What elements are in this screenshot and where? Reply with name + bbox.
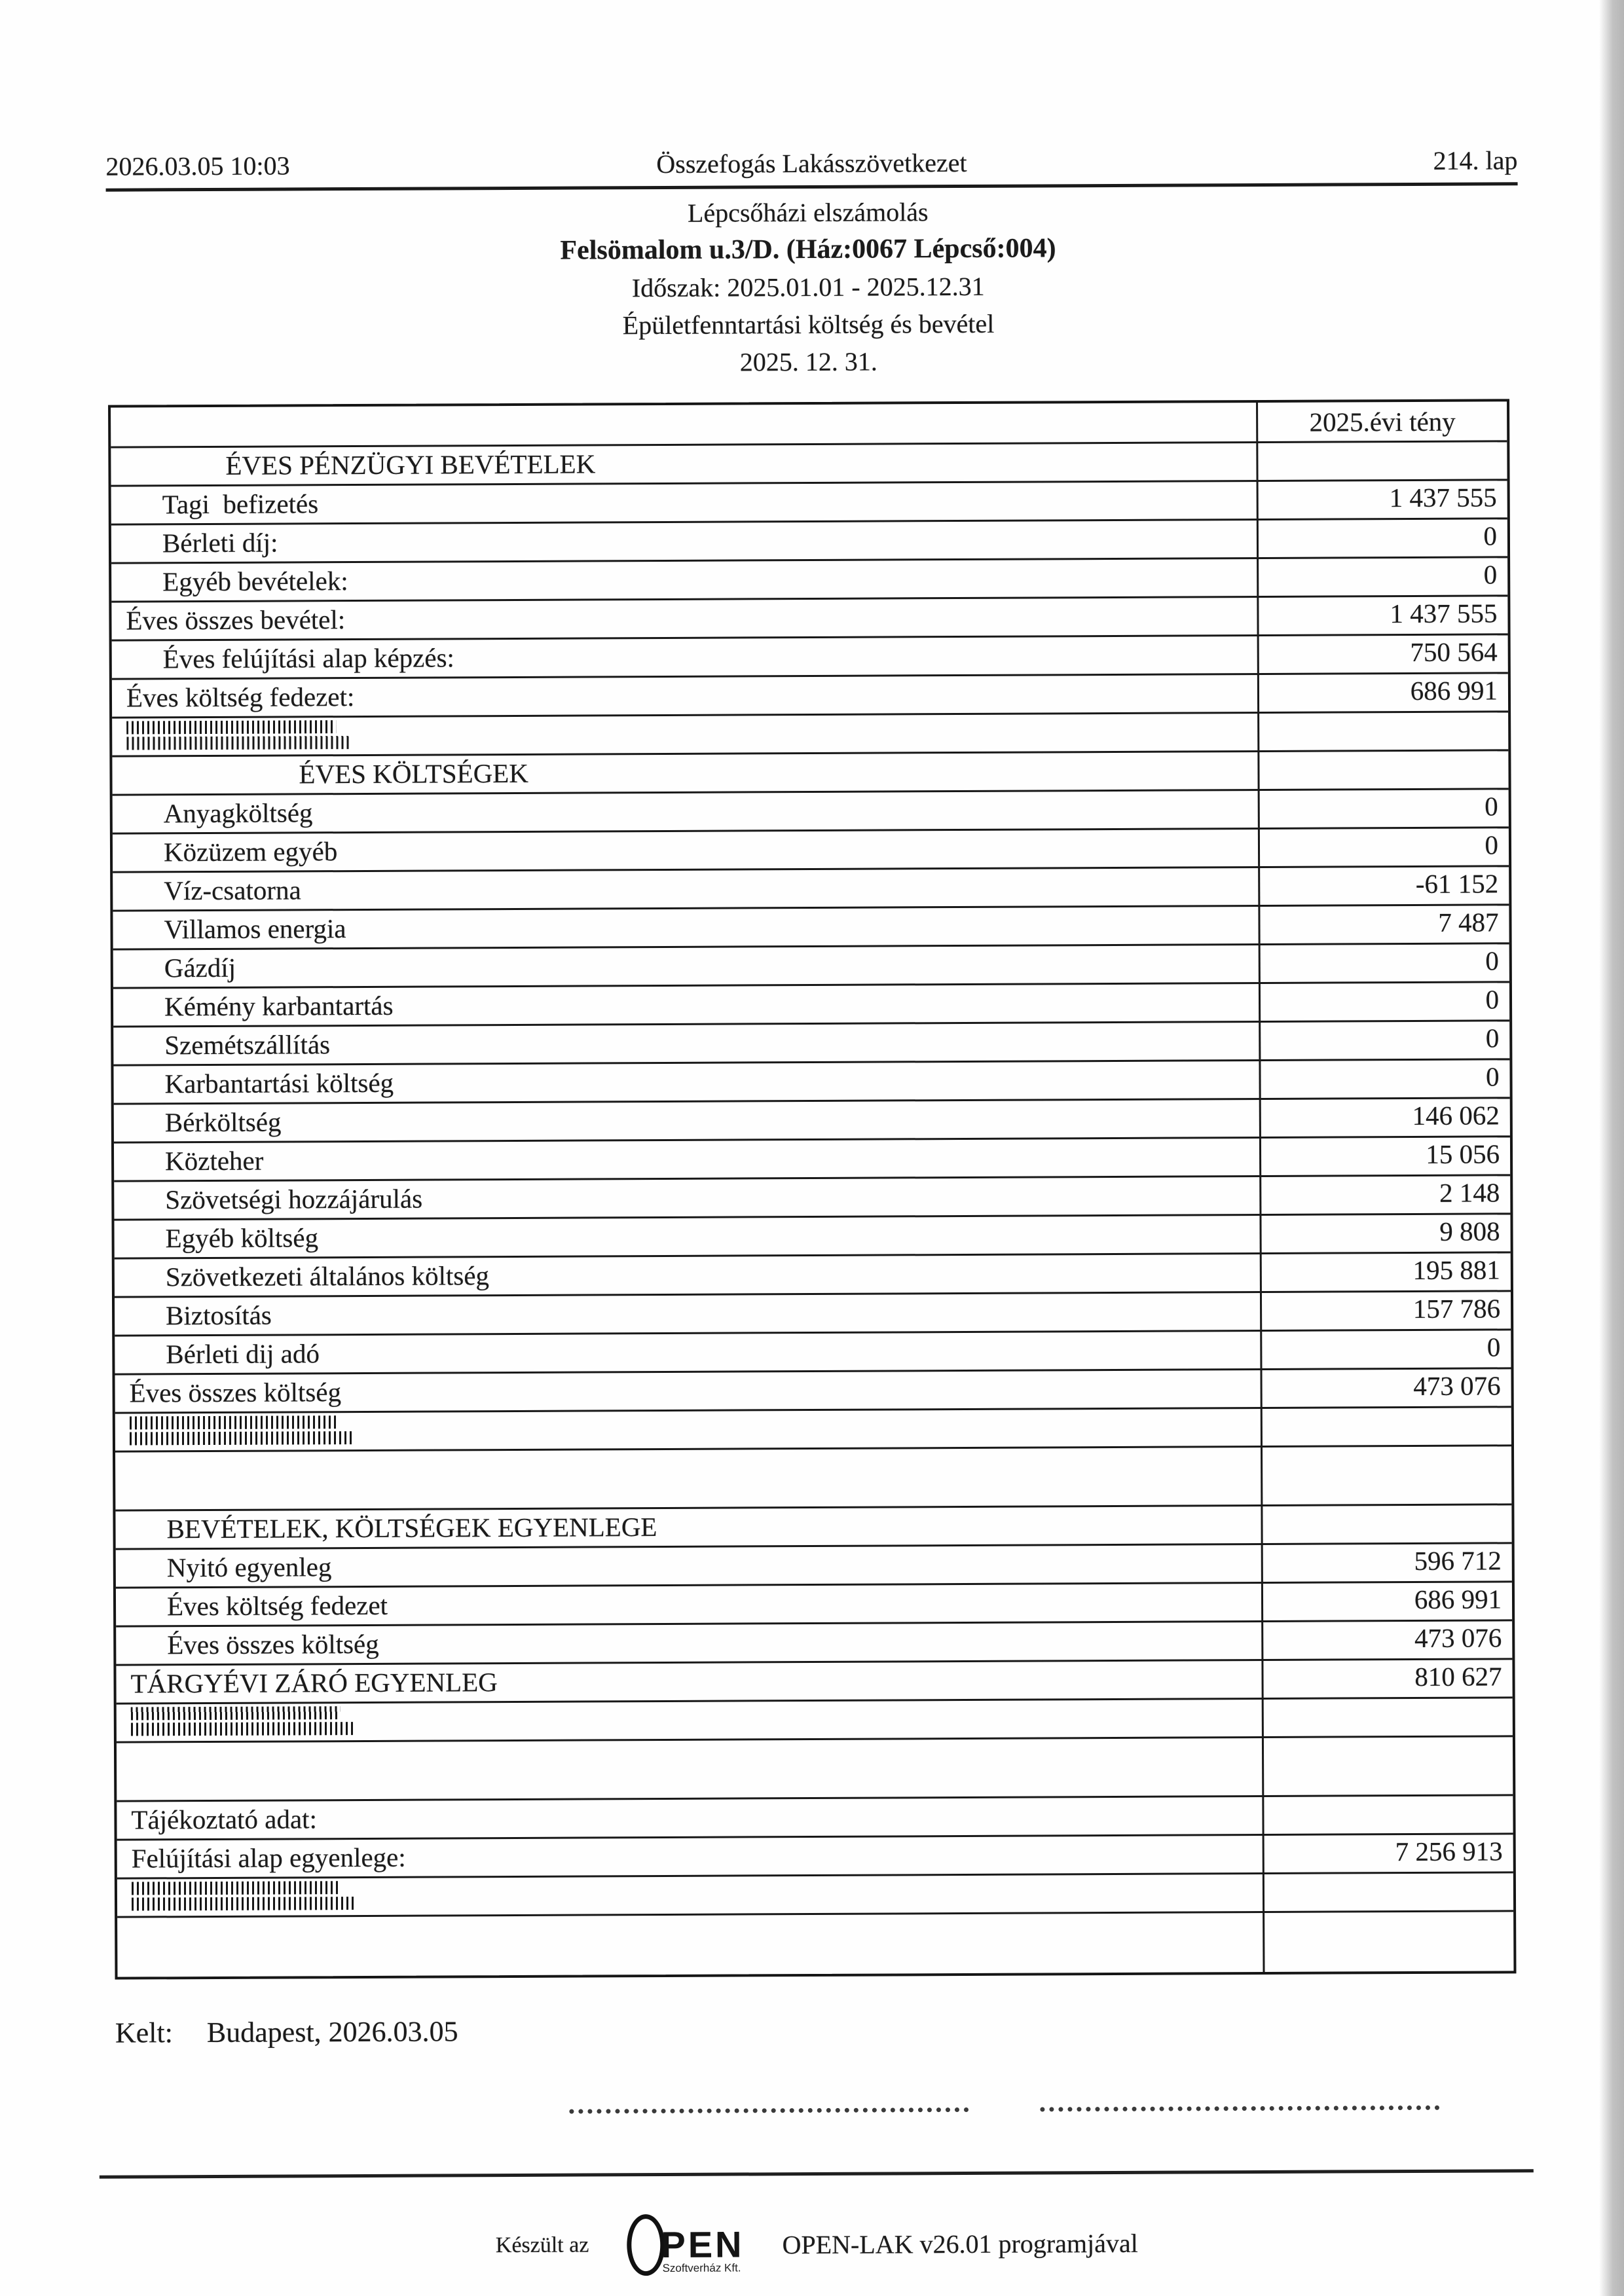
row-value: 7 256 913 [1263, 1834, 1513, 1872]
open-logo-o-ellipse-icon [627, 2214, 665, 2276]
open-logo-subtext: Szoftverház Kft. [662, 2261, 741, 2275]
row-value: 0 [1259, 983, 1509, 1021]
row-value [1261, 1505, 1511, 1543]
barcode-strip [131, 1706, 341, 1720]
row-label: Villamos energia [164, 913, 346, 945]
row-value: 473 076 [1260, 1369, 1511, 1407]
organization-name: Összefogás Lakásszövetkezet [656, 147, 967, 179]
row-label: TÁRGYÉVI ZÁRÓ EGYENLEG [130, 1667, 498, 1699]
row-label: Szövetkezeti általános költség [165, 1260, 490, 1292]
row-value: 2 148 [1259, 1176, 1510, 1214]
row-value: 0 [1259, 944, 1509, 982]
row-label: ÉVES PÉNZÜGYI BEVÉTELEK [225, 448, 596, 481]
row-value: 195 881 [1260, 1253, 1511, 1291]
row-value [1263, 1912, 1513, 1972]
row-value: 0 [1258, 790, 1509, 828]
table-row-item [115, 1369, 1511, 1413]
report-subtitle: Épületfenntartási költség és bevétel [622, 308, 995, 340]
row-value [1262, 1698, 1513, 1736]
row-label [115, 1409, 1261, 1451]
row-value: -61 152 [1258, 867, 1509, 905]
row-label [117, 1700, 1262, 1741]
row-label: Tagi befizetés [162, 488, 319, 520]
barcode-hatch-icon [117, 1706, 354, 1736]
open-logo [627, 2205, 745, 2284]
table-row-item [113, 867, 1509, 911]
table-row-item [111, 558, 1507, 602]
row-value [1257, 751, 1508, 789]
table-row-empty [117, 1737, 1513, 1802]
period-line: Időszak: 2025.01.01 - 2025.12.31 [631, 271, 985, 303]
barcode-hatch-icon [115, 1415, 352, 1446]
barcode-strip [130, 1415, 339, 1429]
table-row-item [114, 1099, 1510, 1143]
row-value: 7 487 [1258, 905, 1509, 943]
row-value: 157 786 [1260, 1292, 1511, 1330]
table-row-section [112, 751, 1508, 795]
title-block [0, 191, 1621, 384]
row-label: Szemétszállítás [164, 1029, 331, 1061]
row-label: Biztosítás [166, 1300, 272, 1331]
row-label: Éves összes bevétel: [126, 604, 346, 636]
table-row-item [116, 1621, 1512, 1666]
row-label: Éves összes költség [129, 1377, 342, 1408]
report-title: Lépcsőházi elszámolás [687, 197, 929, 228]
table-row-empty [117, 1912, 1513, 1977]
table-row-empty [115, 1446, 1511, 1511]
table-row-item [115, 1253, 1511, 1298]
signature-dotted-line-2 [1040, 2100, 1439, 2112]
table-row-item [116, 1660, 1512, 1704]
row-label: Közüzem egyéb [163, 836, 338, 867]
table-row-item [115, 1330, 1511, 1375]
made-with-text: Készült az [495, 2232, 589, 2258]
table-row-item [111, 596, 1507, 641]
barcode-strip [126, 720, 336, 734]
row-value: 473 076 [1261, 1621, 1512, 1659]
account-table [108, 399, 1516, 1979]
row-label: Kémény karbantartás [164, 990, 394, 1022]
program-name-text: OPEN-LAK v26.01 programjával [782, 2228, 1138, 2259]
row-label: Szövetségi hozzájárulás [165, 1183, 423, 1215]
row-label: Bérleti díj: [162, 527, 278, 558]
row-label: Közteher [164, 1145, 264, 1176]
row-label [117, 1738, 1262, 1800]
row-value: 146 062 [1259, 1099, 1510, 1137]
date-line-label: Kelt: [115, 2016, 173, 2049]
row-value: 596 712 [1261, 1544, 1512, 1582]
row-label: Éves felújítási alap képzés: [162, 642, 454, 674]
table-row-item [117, 1834, 1513, 1879]
table-row-barcode [115, 1408, 1511, 1452]
barcode-hatch-icon [112, 720, 349, 750]
table-row-item [111, 519, 1507, 564]
row-label: Éves költség fedezet [166, 1590, 388, 1622]
row-value: 686 991 [1261, 1582, 1512, 1620]
table-row-barcode [112, 712, 1508, 757]
table-row-item [113, 828, 1509, 873]
date-line [115, 2014, 458, 2049]
table-row-section [111, 442, 1507, 486]
document-header [105, 145, 1517, 191]
table-header-row [111, 401, 1507, 448]
barcode-strip [130, 1431, 352, 1445]
row-value: 0 [1259, 1021, 1509, 1059]
row-label: BEVÉTELEK, KÖLTSÉGEK EGYENLEGE [166, 1512, 657, 1544]
row-label: Nyitó egyenleg [166, 1552, 332, 1583]
row-value: 0 [1259, 1060, 1509, 1098]
printed-datetime: 2026.03.05 10:03 [105, 151, 290, 181]
row-label: Bérleti dij adó [166, 1338, 320, 1370]
row-value [1263, 1873, 1513, 1911]
row-value: 9 808 [1259, 1214, 1510, 1252]
table-row-item [115, 1292, 1511, 1336]
row-value: 1 437 555 [1257, 596, 1507, 634]
table-row-item [112, 635, 1508, 680]
row-value [1261, 1408, 1511, 1446]
header-label-cell [111, 403, 1256, 446]
row-label: ÉVES KÖLTSÉGEK [299, 757, 529, 790]
row-label [117, 1874, 1263, 1916]
table-row-item [116, 1544, 1512, 1588]
table-row-item [113, 790, 1509, 834]
row-value: 0 [1258, 828, 1509, 866]
page-number: 214. lap [1433, 145, 1518, 175]
table-row-item [113, 944, 1509, 989]
row-label [115, 1448, 1261, 1510]
row-value: 0 [1260, 1330, 1511, 1368]
row-label: Felújítási alap egyenlege: [131, 1842, 406, 1874]
row-value [1261, 1446, 1511, 1504]
open-logo-letters: PEN [661, 2223, 745, 2266]
report-date: 2025. 12. 31. [739, 346, 877, 377]
row-value [1257, 712, 1508, 750]
row-value: 1 437 555 [1257, 481, 1507, 519]
row-value [1262, 1796, 1513, 1834]
signature-dotted-line-1 [569, 2102, 969, 2114]
barcode-strip [132, 1897, 354, 1910]
table-row-item [111, 481, 1507, 525]
row-label: Éves összes költség [167, 1628, 379, 1660]
table-row-item [113, 1021, 1509, 1066]
footer [5, 2202, 1624, 2287]
row-value: 686 991 [1257, 674, 1508, 712]
table-row-barcode [117, 1873, 1513, 1918]
table-row-section [115, 1505, 1511, 1550]
row-label: Bérköltség [164, 1106, 282, 1138]
table-row-item [112, 674, 1508, 718]
table-row-item [113, 983, 1509, 1027]
building-address: Felsömalom u.3/D. (Ház:0067 Lépcső:004) [560, 233, 1056, 266]
row-label: Éves költség fedezet: [126, 682, 355, 713]
row-value [1262, 1737, 1513, 1795]
table-row-item [113, 905, 1509, 950]
date-line-value: Budapest, 2026.03.05 [206, 2015, 458, 2049]
row-label [117, 1913, 1263, 1977]
row-value: 0 [1257, 519, 1507, 557]
row-value: 0 [1257, 558, 1507, 596]
table-row-item [114, 1214, 1510, 1259]
row-value [1256, 442, 1507, 480]
row-value: 810 627 [1261, 1660, 1512, 1698]
row-label: Gázdíj [164, 952, 236, 983]
row-label: Egyéb költség [165, 1222, 319, 1254]
barcode-strip [126, 736, 349, 750]
value-column-header: 2025.évi tény [1256, 401, 1507, 441]
footer-rule [100, 2169, 1534, 2179]
row-label [112, 714, 1257, 756]
table-row-item [114, 1176, 1510, 1220]
row-value: 750 564 [1257, 635, 1508, 673]
row-label: Anyagköltség [163, 797, 313, 829]
table-row-item [116, 1582, 1512, 1627]
barcode-strip [132, 1881, 341, 1895]
table-row-barcode [117, 1698, 1513, 1743]
row-value: 15 056 [1259, 1137, 1510, 1175]
row-label: Egyéb bevételek: [162, 566, 348, 597]
row-label: Karbantartási költség [164, 1067, 394, 1099]
barcode-strip [131, 1722, 354, 1736]
barcode-hatch-icon [117, 1881, 354, 1911]
table-row-item [113, 1060, 1509, 1104]
row-label: Víz-csatorna [164, 875, 301, 906]
row-label: Tájékoztató adat: [131, 1804, 318, 1835]
table-row-item [117, 1796, 1513, 1840]
table-row-item [114, 1137, 1510, 1182]
